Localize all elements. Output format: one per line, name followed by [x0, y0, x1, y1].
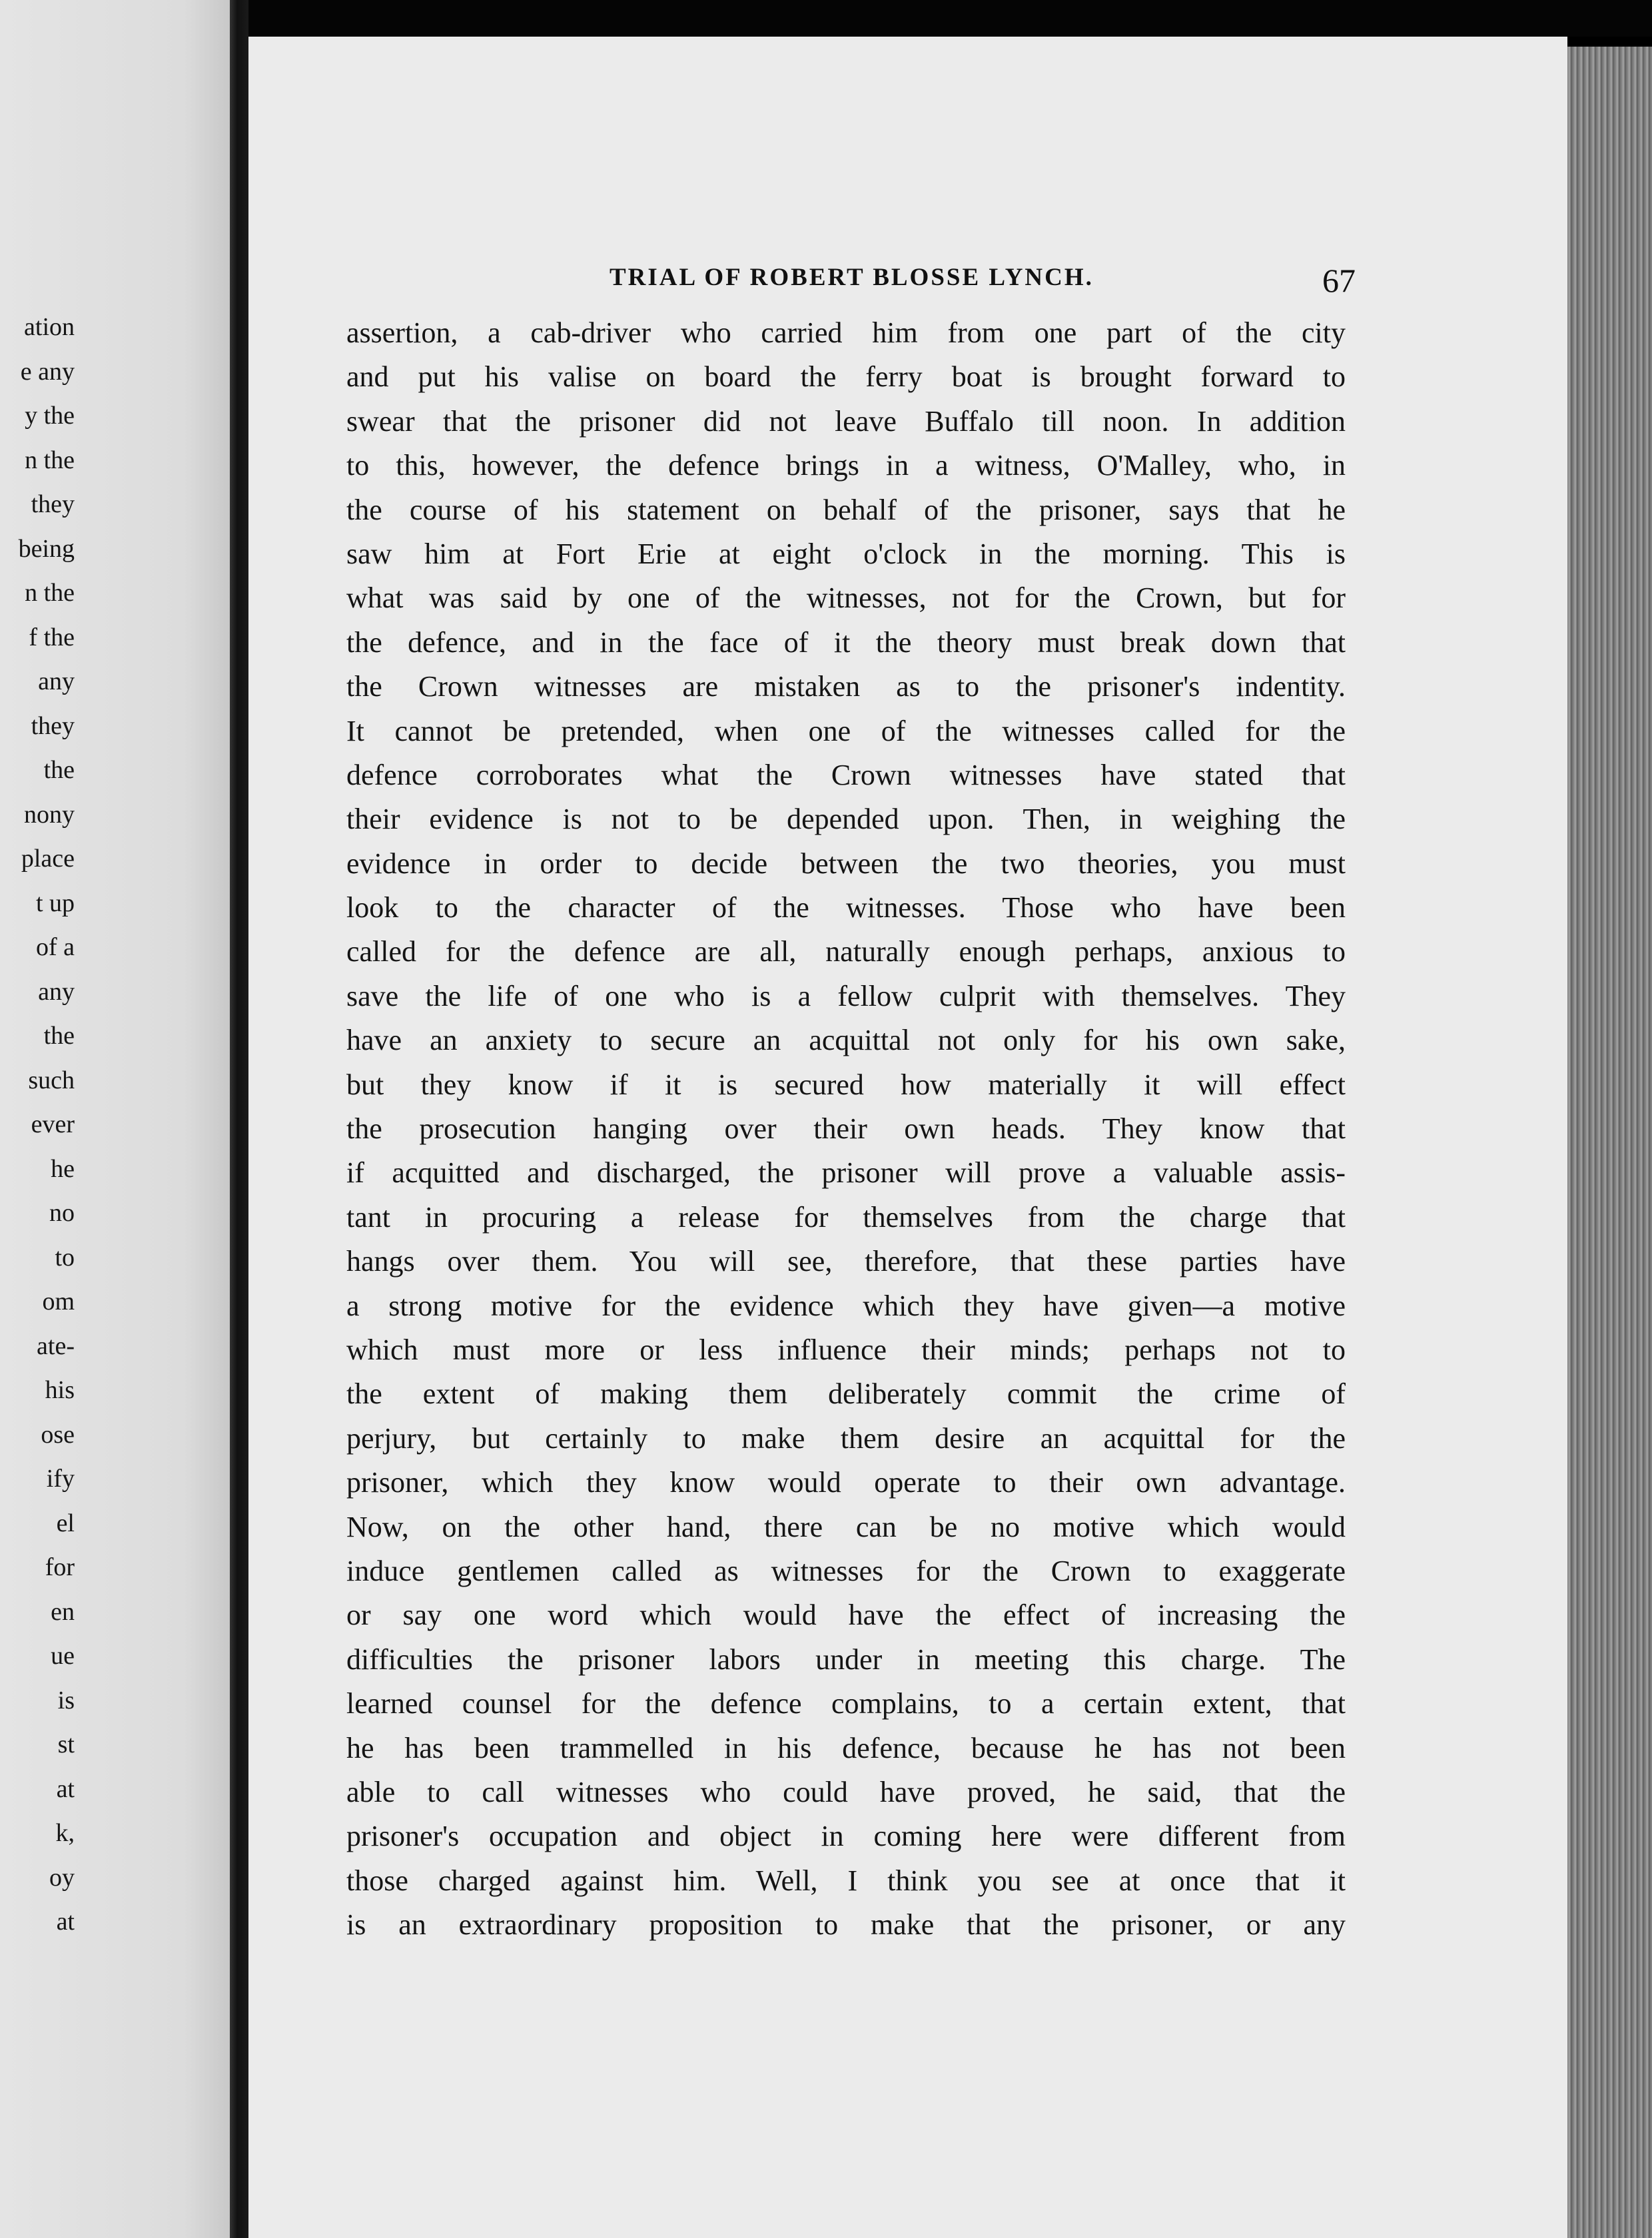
text-line: he has been trammelled in his defence, because he has not been	[346, 1731, 1346, 1764]
facing-page-line: they	[31, 490, 75, 518]
text-line: the Crown witnesses are mistaken as to the prisoner's indentity.	[346, 670, 1346, 703]
facing-page-line: n the	[25, 579, 75, 607]
facing-page-line: being	[18, 534, 75, 563]
text-line: look to the character of the witnesses. Those who have been	[346, 891, 1346, 925]
facing-page-line: ue	[51, 1642, 75, 1670]
text-line: those charged against him. Well, I think you see at once that it	[346, 1864, 1346, 1897]
text-line: a strong motive for the evidence which they have given—a motive	[346, 1289, 1346, 1322]
facing-page-line: en	[51, 1597, 75, 1626]
facing-page	[0, 0, 230, 2238]
text-line: have an anxiety to secure an acquittal not only for his own sake,	[346, 1024, 1346, 1057]
text-line: Now, on the other hand, there can be no motive which would	[346, 1510, 1346, 1543]
facing-page-line: the	[43, 1022, 75, 1050]
text-line: the prosecution hanging over their own heads. They know that	[346, 1112, 1346, 1146]
text-line: and put his valise on board the ferry boat is brought forward to	[346, 360, 1346, 394]
facing-page-line: for	[45, 1553, 75, 1581]
facing-page-line: to	[55, 1243, 75, 1272]
text-line: is an extraordinary proposition to make that the prisoner, or any	[346, 1908, 1346, 1942]
text-line: the course of his statement on behalf of the prisoner, says that he	[346, 493, 1346, 526]
text-line: prisoner's occupation and object in coming here were different from	[346, 1820, 1346, 1853]
facing-page-line: no	[49, 1199, 75, 1227]
text-line: difficulties the prisoner labors under in meeting this charge. The	[346, 1643, 1346, 1676]
facing-page-fragments	[0, 305, 75, 1944]
text-line: but they know if it is secured how materially it will effect	[346, 1068, 1346, 1101]
facing-page-line: t up	[35, 889, 75, 917]
facing-page-line: ation	[24, 313, 75, 341]
text-line: swear that the prisoner did not leave Buffalo till noon. In addition	[346, 404, 1346, 438]
text-line: defence corroborates what the Crown witnesses have stated that	[346, 758, 1346, 791]
text-line: assertion, a cab-driver who carried him from one part of the city	[346, 316, 1346, 349]
facing-page-line: of a	[35, 933, 75, 961]
body-text	[346, 311, 1346, 1947]
facing-page-line: n the	[25, 446, 75, 474]
text-line: which must more or less influence their minds; perhaps not to	[346, 1333, 1346, 1366]
facing-page-line: st	[57, 1730, 75, 1758]
text-line: if acquitted and discharged, the prisoner will prove a valuable assis-	[346, 1156, 1346, 1190]
text-line: able to call witnesses who could have proved, he said, that the	[346, 1775, 1346, 1808]
page-edges	[1567, 47, 1652, 2238]
text-line: hangs over them. You will see, therefore, that these parties have	[346, 1245, 1346, 1278]
book-gutter	[230, 0, 248, 2238]
running-head: TRIAL OF ROBERT BLOSSE LYNCH.	[610, 264, 1094, 291]
facing-page-line: they	[31, 711, 75, 740]
facing-page-line: at	[56, 1908, 75, 1936]
facing-page-line: k,	[55, 1819, 75, 1847]
text-line: induce gentlemen called as witnesses for the Crown to exaggerate	[346, 1554, 1346, 1587]
text-line: learned counsel for the defence complains, to a certain extent, that	[346, 1687, 1346, 1720]
facing-page-line: om	[42, 1288, 75, 1315]
facing-page-line: place	[21, 845, 75, 873]
text-line: the defence, and in the face of it the theory must break down that	[346, 625, 1346, 659]
facing-page-line: ever	[31, 1110, 75, 1138]
facing-page-line: e any	[20, 357, 75, 386]
top-shadow	[248, 0, 1652, 37]
text-line: prisoner, which they know would operate to their own advantage.	[346, 1466, 1346, 1499]
text-line: the extent of making them deliberately commit the crime of	[346, 1377, 1346, 1411]
page-number: 67	[1322, 262, 1356, 299]
facing-page-line: any	[38, 977, 75, 1006]
text-line: to this, however, the defence brings in a witness, O'Malley, who, in	[346, 449, 1346, 482]
facing-page-line: the	[43, 756, 75, 784]
text-line: save the life of one who is a fellow culprit with themselves. They	[346, 979, 1346, 1012]
text-line: what was said by one of the witnesses, not for the Crown, but for	[346, 581, 1346, 615]
facing-page-line: f the	[29, 623, 75, 651]
text-line: tant in procuring a release for themselves from the charge that	[346, 1200, 1346, 1234]
facing-page-line: oy	[49, 1863, 75, 1892]
text-line: It cannot be pretended, when one of the witnesses called for the	[346, 714, 1346, 747]
facing-page-line: at	[56, 1774, 75, 1803]
text-line: saw him at Fort Erie at eight o'clock in the morning. This is	[346, 537, 1346, 570]
facing-page-line: he	[51, 1154, 75, 1183]
facing-page-line: his	[45, 1376, 75, 1404]
text-line: evidence in order to decide between the two theories, you must	[346, 847, 1346, 880]
text-line: or say one word which would have the effect of increasing the	[346, 1599, 1346, 1632]
facing-page-line: any	[38, 667, 75, 695]
facing-page-line: el	[56, 1509, 75, 1537]
text-line: their evidence is not to be depended upon. Then, in weighing the	[346, 803, 1346, 836]
facing-page-line: such	[28, 1066, 75, 1094]
facing-page-line: ose	[41, 1420, 75, 1449]
facing-page-line: y the	[25, 402, 75, 430]
text-line: perjury, but certainly to make them desire an acquittal for the	[346, 1421, 1346, 1455]
text-line: called for the defence are all, naturally enough perhaps, anxious to	[346, 935, 1346, 968]
facing-page-line: is	[57, 1686, 75, 1714]
facing-page-line: nony	[24, 800, 75, 829]
facing-page-line: ate-	[37, 1331, 75, 1360]
facing-page-line: ify	[46, 1465, 75, 1493]
